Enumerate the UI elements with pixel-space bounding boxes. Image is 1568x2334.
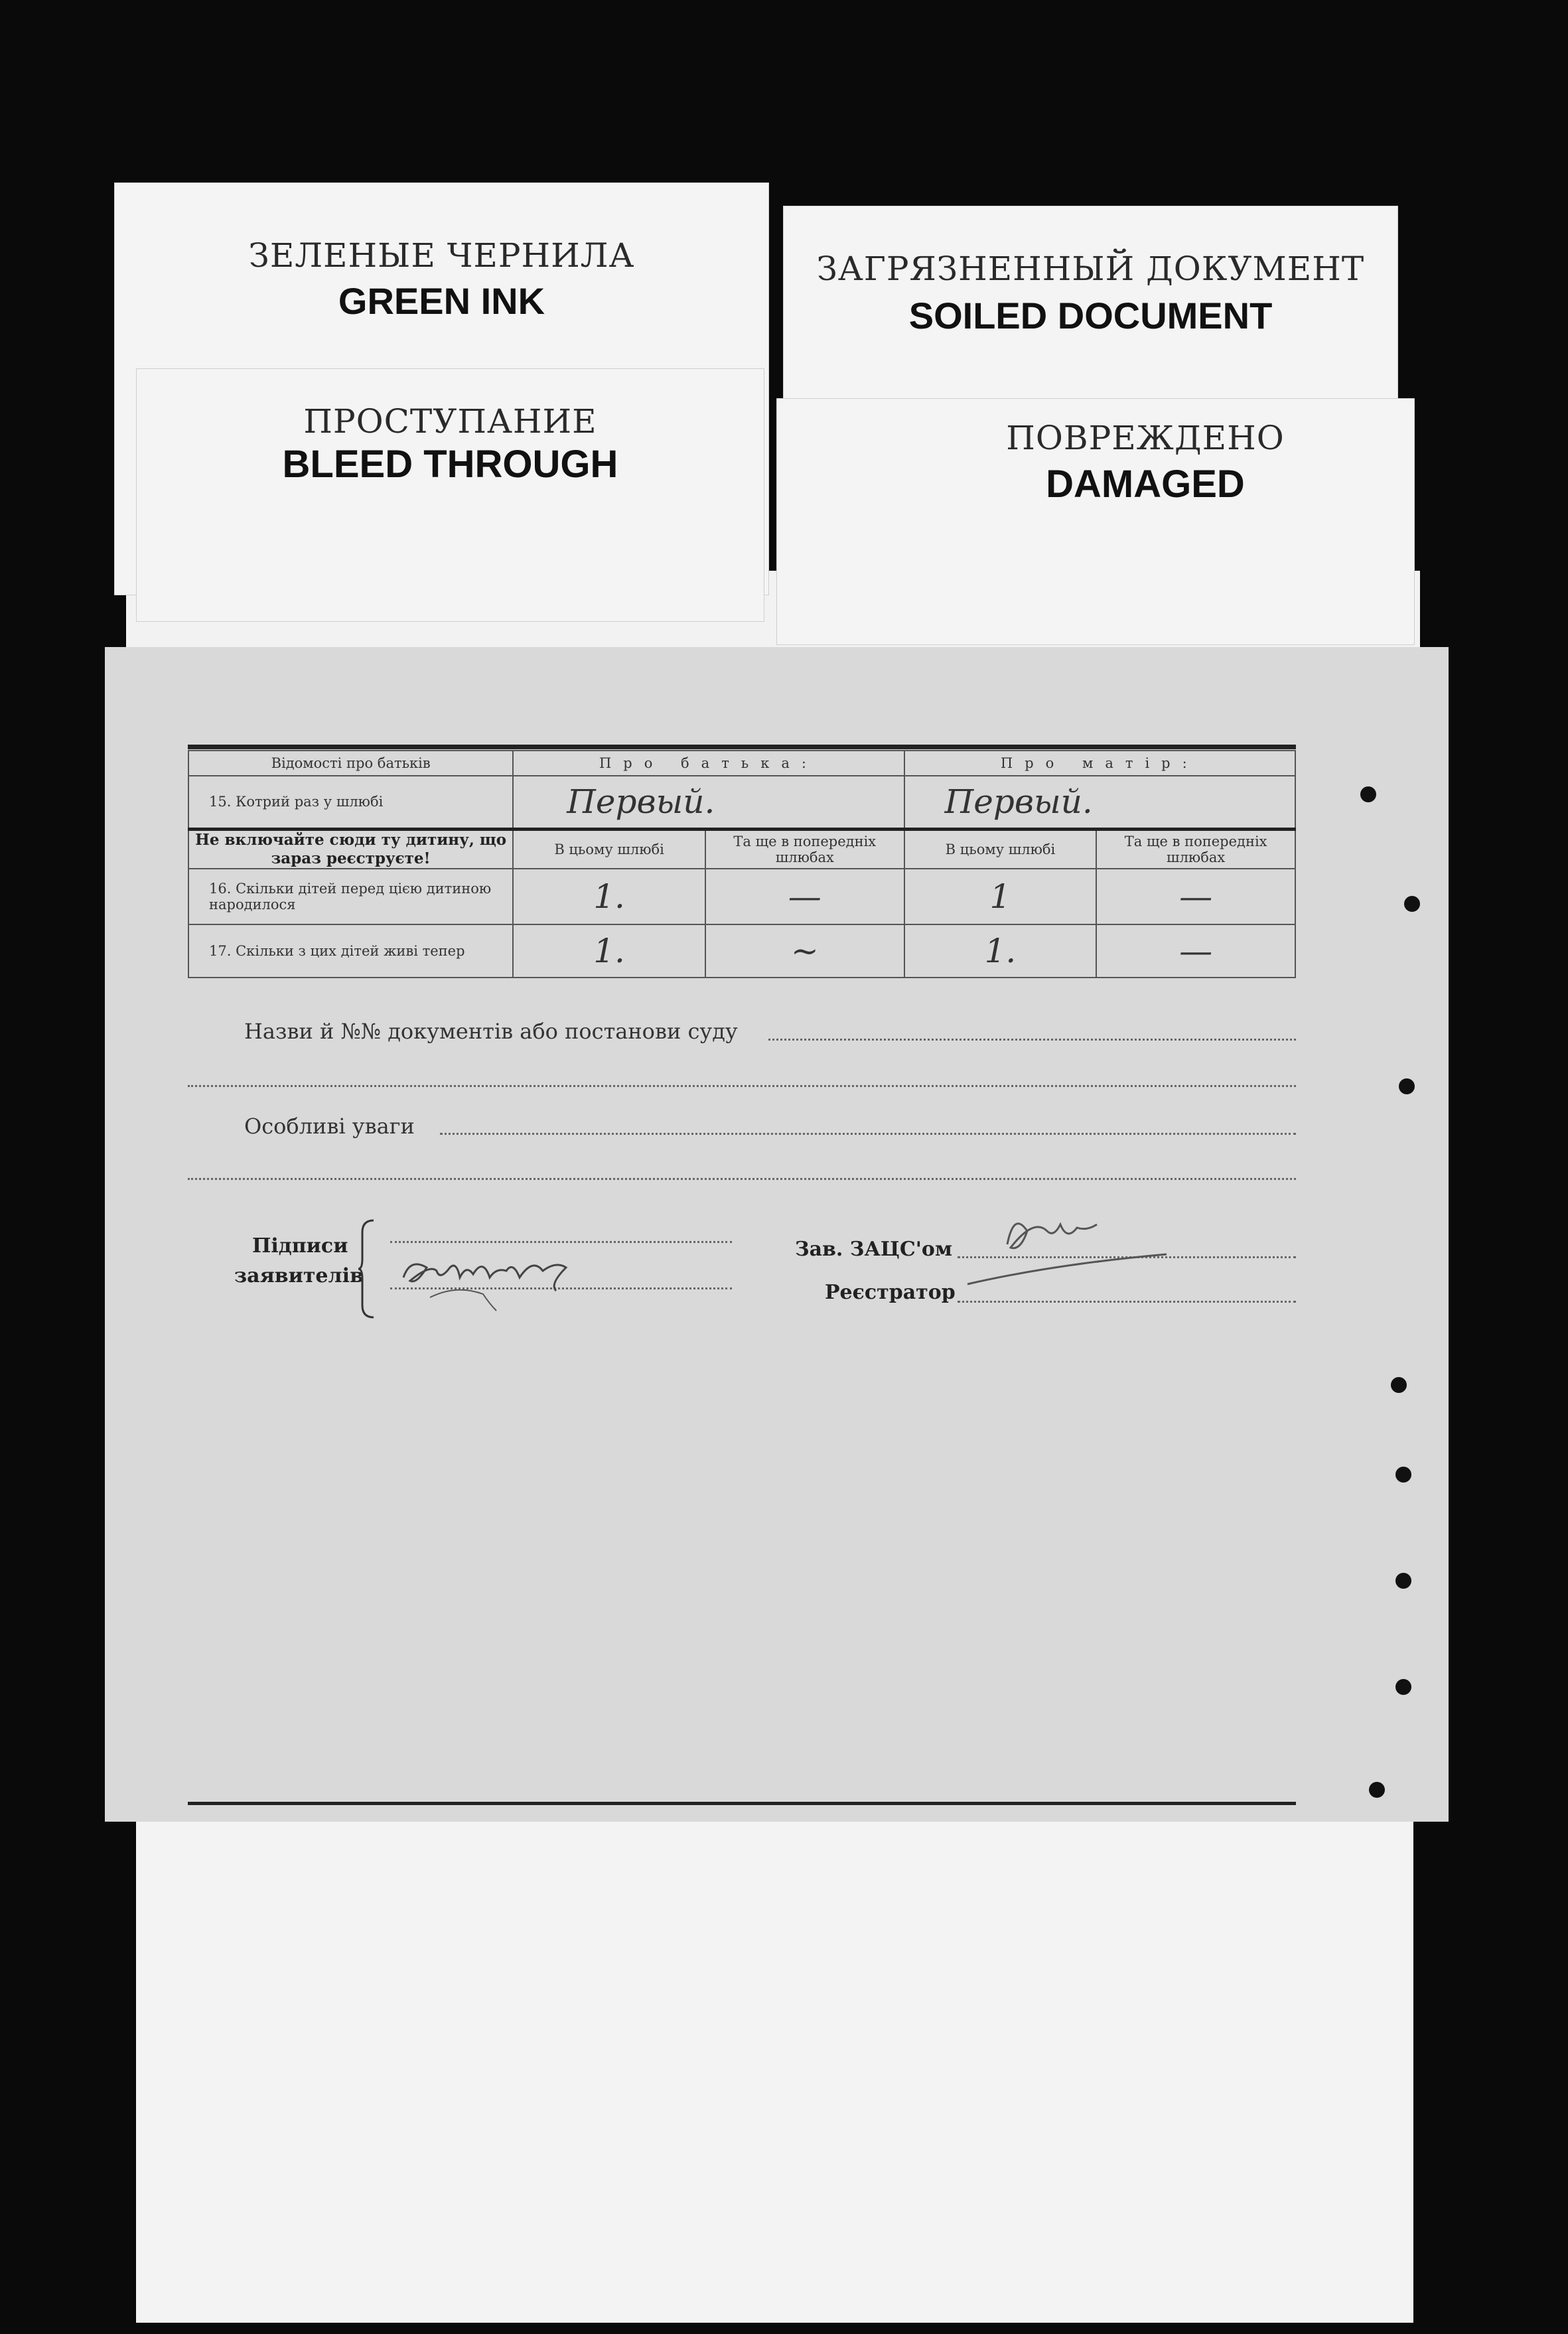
flag-damaged — [776, 398, 1415, 645]
parents-table — [188, 750, 1296, 978]
damage-hole — [1395, 1679, 1411, 1695]
flag-damaged-ru: ПОВРЕЖДЕНО — [1006, 419, 1285, 457]
head-label: Зав. ЗАЦС'ом — [795, 1238, 952, 1261]
registrar-label: Реєстратор — [825, 1281, 956, 1304]
bottom-rule — [188, 1802, 1296, 1805]
documents-line-1 — [768, 1039, 1296, 1041]
row15-label: 15. Котрий раз у шлюбі — [188, 776, 513, 829]
row17-value-1: 1. — [593, 932, 625, 970]
documents-line-2 — [188, 1085, 1296, 1087]
row-16 — [188, 869, 1295, 924]
documents-label: Назви й №№ документів або постанови суду — [244, 1019, 738, 1044]
registration-form — [105, 647, 1449, 1822]
subheader-previous-father: Та ще в попередніх шлюбах — [705, 829, 904, 869]
row16-label: 16. Скільки дітей перед цією дитиною народилося — [188, 869, 513, 924]
subheader-row — [188, 829, 1295, 869]
registrar-signature-line — [958, 1301, 1296, 1303]
header-father: Про батька: — [513, 751, 904, 776]
subheader-this-marriage-mother: В цьому шлюбі — [904, 829, 1097, 869]
flag-soiled-ru: ЗАГРЯЗНЕННЫЙ ДОКУМЕНТ — [816, 250, 1365, 288]
notes-label: Особливі уваги — [244, 1114, 415, 1139]
signatures-label-1: Підписи — [252, 1234, 348, 1258]
damage-hole — [1395, 1573, 1411, 1589]
row15-father-value: Первый. — [567, 782, 715, 822]
subheader-warning: Не включайте сюди ту дитину, що зараз реєструєте! — [188, 829, 513, 869]
damage-hole — [1404, 896, 1420, 912]
row16-value-4: — — [1179, 877, 1213, 916]
flag-soiled-document — [783, 206, 1398, 426]
flag-soiled-en: SOILED DOCUMENT — [908, 295, 1273, 336]
table-header-row — [188, 751, 1295, 776]
notes-line-2 — [188, 1178, 1296, 1180]
head-signature — [954, 1191, 1180, 1291]
row17-label: 17. Скільки з цих дітей живі тепер — [188, 924, 513, 978]
flag-bleed-ru: ПРОСТУПАНИЕ — [303, 402, 597, 441]
brace-icon — [357, 1219, 377, 1319]
row16-value-1: 1. — [593, 877, 625, 916]
signatures-label-2: заявителів — [234, 1264, 364, 1287]
damage-hole — [1391, 1377, 1407, 1393]
top-rule — [188, 745, 1296, 749]
header-parents-info: Відомості про батьків — [188, 751, 513, 776]
flag-bleed-en: BLEED THROUGH — [282, 443, 618, 486]
row-17 — [188, 924, 1295, 978]
damage-hole — [1399, 1078, 1415, 1094]
backing-sheet-bottom — [136, 1792, 1413, 2323]
damage-hole — [1395, 1467, 1411, 1483]
notes-line-1 — [440, 1133, 1296, 1135]
applicant-signature — [390, 1231, 603, 1317]
subheader-previous-mother: Та ще в попередніх шлюбах — [1096, 829, 1295, 869]
row15-mother-value: Первый. — [944, 782, 1093, 822]
flag-green-ink-ru: ЗЕЛЕНЫЕ ЧЕРНИЛА — [248, 236, 635, 275]
header-mother: Про матір: — [904, 751, 1295, 776]
row-15 — [188, 776, 1295, 829]
damage-hole — [1360, 786, 1376, 802]
damage-hole — [1369, 1782, 1385, 1798]
row17-value-2: ~ — [790, 932, 819, 970]
flag-damaged-en: DAMAGED — [1046, 463, 1245, 506]
flag-green-ink-en: GREEN INK — [338, 280, 545, 322]
row16-value-2: — — [788, 877, 821, 916]
subheader-this-marriage-father: В цьому шлюбі — [513, 829, 705, 869]
flag-bleed-through — [136, 368, 764, 622]
row16-value-3: 1 — [989, 877, 1011, 916]
row17-value-4: — — [1179, 932, 1213, 970]
row17-value-3: 1. — [984, 932, 1017, 970]
